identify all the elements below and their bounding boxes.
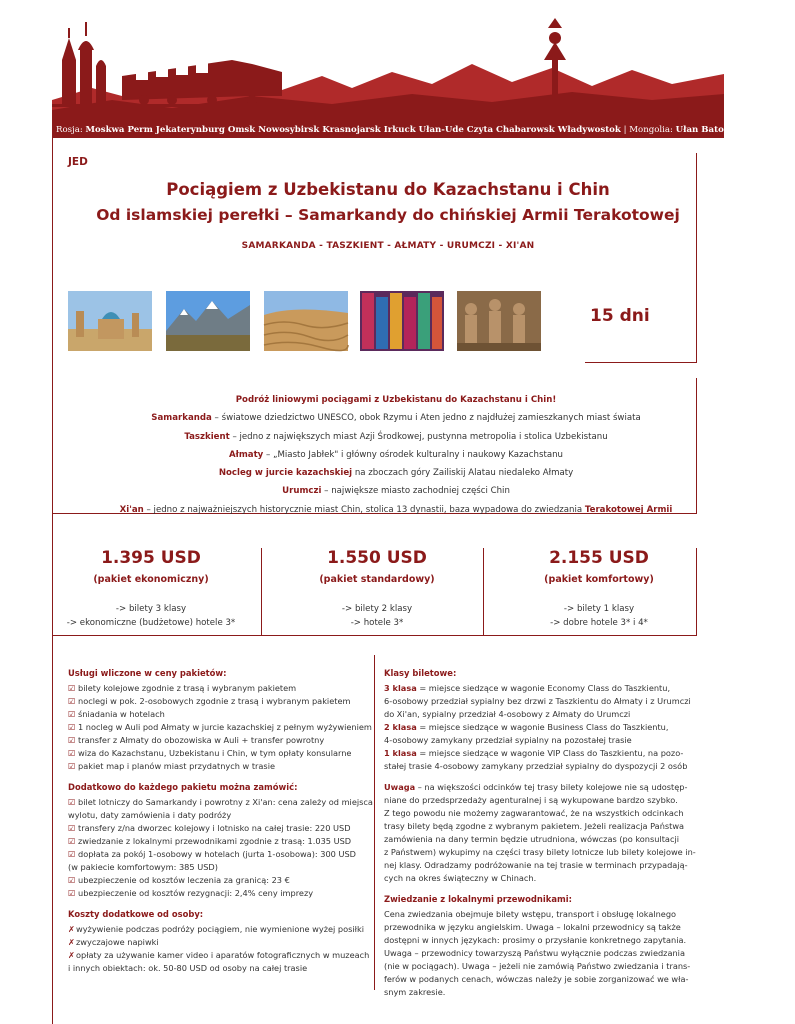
guides-line: (nie w pociągach). Uwaga – jeżeli nie zamówią Państwo zwiedzania i trans- xyxy=(384,961,691,971)
price-line: -> ekonomiczne (budżetowe) hotele 3* xyxy=(66,618,236,628)
checkbox-icon: ☑ xyxy=(68,836,76,846)
highlight-segment: Ałmaty xyxy=(228,449,264,460)
guides-line: snym zakresie. xyxy=(384,987,446,997)
optional-heading: Dodatkowo do każdego pakietu można zamówić: xyxy=(68,782,298,792)
checkbox-icon: ☑ xyxy=(68,722,76,732)
class-line xyxy=(384,695,691,708)
photo-mountains xyxy=(166,291,250,351)
item-text: opłaty za używanie kamer video i aparatów fotograficznych w muzeach xyxy=(76,950,370,960)
highlight-segment: na zboczach góry Zailiskij Alatau niedaleko Ałmaty xyxy=(352,468,574,479)
photo-samarkand xyxy=(68,291,152,351)
item-text: nej klasy. Odradzamy podróżowanie na tej trasie w terminach przypadają- xyxy=(384,860,688,870)
item-text: = miejsce siedzące w wagonie VIP Class do Taszkientu, na pozo- xyxy=(416,748,684,758)
included-item xyxy=(68,708,368,721)
included-heading: Usługi wliczone w ceny pakietów: xyxy=(68,668,227,678)
highlight-line xyxy=(68,409,724,427)
warning-label: Uwaga xyxy=(384,782,416,792)
guides-note xyxy=(384,908,691,999)
item-text: trasy bilety będą zgodne z wybranym pakietem. Jeżeli realizacja Państwa xyxy=(384,821,685,831)
highlight-segment: – światowe dziedzictwo UNESCO, obok Rzymu i Aten jedno z najdłużej zamieszkanych miast świata xyxy=(211,413,641,424)
guides-line: Cena zwiedzania obejmuje bilety wstępu, transport i obsługę lokalnego xyxy=(384,909,677,919)
price-line: -> bilety 3 klasy xyxy=(115,604,187,614)
warning-line xyxy=(384,859,688,872)
checkbox-icon: ☑ xyxy=(68,849,76,859)
optional-item xyxy=(68,861,368,874)
route-bar xyxy=(52,122,795,138)
price-package: (pakiet ekonomiczny) xyxy=(93,574,209,585)
optional-item xyxy=(68,835,368,848)
highlight-line xyxy=(68,501,724,519)
price-line: -> bilety 1 klasy xyxy=(563,604,635,614)
header-illustration xyxy=(52,0,724,122)
item-text: = miejsce siedzące w wagonie Economy Class do Taszkientu, xyxy=(416,683,671,693)
price-package: (pakiet standardowy) xyxy=(319,574,435,585)
price-comfort xyxy=(488,548,710,628)
optional-list xyxy=(68,796,373,900)
optional-item xyxy=(68,874,368,887)
optional-item xyxy=(68,822,368,835)
price-line: -> hotele 3* xyxy=(350,618,404,628)
highlight-segment: Taszkient xyxy=(184,431,230,442)
page-subtitle: Od islamskiej perełki – Samarkandy do chińskiej Armii Terakotowej xyxy=(96,206,680,224)
item-text: i innych obiektach: ok. 50-80 USD od osoby na całej trasie xyxy=(68,963,308,973)
optional-item xyxy=(68,887,368,900)
left-column xyxy=(68,667,373,975)
checkbox-icon: ☑ xyxy=(68,683,76,693)
class-label: 3 klasa xyxy=(384,683,417,693)
warning-note xyxy=(384,781,696,885)
trip-highlights xyxy=(68,391,724,519)
item-text: zamówienia na dany termin będzie utrudniona, wówczas (po konsultacji xyxy=(384,834,679,844)
cross-icon: ✗ xyxy=(68,950,75,960)
highlight-segment: Terakotowej Armii xyxy=(584,504,673,515)
class-line xyxy=(384,734,684,747)
item-text: wylotu, daty zamówienia i daty podróży xyxy=(68,810,232,820)
highlight-segment: Nocleg w jurcie kazachskiej xyxy=(218,468,353,479)
cost-item xyxy=(68,936,368,949)
warning-line xyxy=(384,833,684,846)
item-text: cych na okres świąteczny w Chinach. xyxy=(384,873,537,883)
item-text: ubezpieczenie od kosztów rezygnacji: 2,4% ceny imprezy xyxy=(78,888,314,898)
page-title: Pociągiem z Uzbekistanu do Kazachstanu i Chin xyxy=(166,180,610,199)
included-item xyxy=(68,734,368,747)
trip-code: JED xyxy=(68,156,88,168)
route-bar-segment: | Mongolia: xyxy=(620,125,676,135)
item-text: wiza do Kazachstanu, Uzbekistanu i Chin, w tym opłaty konsularne xyxy=(78,748,352,758)
frame-line-columns xyxy=(374,655,375,990)
photo-textiles xyxy=(360,291,444,351)
highlight-segment: – jedno z najważniejszych historycznie miast Chin, stolica 13 dynastii, baza wypadowa do zwiedzania xyxy=(143,504,585,515)
item-text: 6-osobowy przedział sypialny bez drzwi z Taszkientu do Ałmaty i z Urumczi xyxy=(384,696,691,706)
checkbox-icon: ☑ xyxy=(68,875,76,885)
cross-icon: ✗ xyxy=(68,937,75,947)
class-line xyxy=(384,721,684,734)
highlight-segment: Podróż liniowymi pociągami z Uzbekistanu do Kazachstanu i Chin! xyxy=(235,395,557,405)
costs-list xyxy=(68,923,368,975)
price-package: (pakiet komfortowy) xyxy=(544,574,654,585)
checkbox-icon: ☑ xyxy=(68,888,76,898)
item-text: transfery z/na dworzec kolejowy i lotnisko na całej trasie: 220 USD xyxy=(78,823,351,833)
warning-line xyxy=(384,872,684,885)
item-text: (w pakiecie komfortowym: 385 USD) xyxy=(68,862,218,872)
checkbox-icon: ☑ xyxy=(68,748,76,758)
photo-terracotta-army xyxy=(457,291,541,351)
price-economy xyxy=(40,548,262,628)
class-line xyxy=(384,747,684,760)
checkbox-icon: ☑ xyxy=(68,735,76,745)
class-label: 2 klasa xyxy=(384,722,417,732)
route-bar-segment: | Chiny: xyxy=(728,125,768,135)
item-text: dopłata za pokój 1-osobowy w hotelach (jurta 1-osobowa): 300 USD xyxy=(78,849,356,859)
warning-line xyxy=(384,820,684,833)
included-item xyxy=(68,760,368,773)
guides-line: przewodnika w języku angielskim. Uwaga – lokalni przewodnicy są także xyxy=(384,922,681,932)
item-text: do Xi'an, sypialny przedział 4-osobowy z Ałmaty do Urumczi xyxy=(384,709,631,719)
highlight-segment: – jedno z największych miast Azji Środkowej, pustynna metropolia i stolica Uzbekistanu xyxy=(229,431,608,442)
item-text: wyżywienie podczas podróży pociągiem, nie wymienione wyżej posiłki xyxy=(76,924,364,934)
class-line xyxy=(384,682,684,695)
optional-item xyxy=(68,809,368,822)
highlight-segment: – największe miasto zachodniej części Chin xyxy=(321,486,510,497)
highlight-segment: Xi'an xyxy=(119,504,144,515)
included-item xyxy=(68,695,368,708)
item-text: zwyczajowe napiwki xyxy=(76,937,159,947)
price-standard xyxy=(266,548,488,628)
checkbox-icon: ☑ xyxy=(68,696,76,706)
costs-heading: Koszty dodatkowe od osoby: xyxy=(68,909,204,919)
guides-line: ferów w podanych cenach, wówczas należy je sobie zorganizować we wła- xyxy=(384,974,689,984)
included-item xyxy=(68,747,368,760)
classes-list xyxy=(384,682,691,773)
guides-heading: Zwiedzanie z lokalnymi przewodnikami: xyxy=(384,894,572,904)
optional-item xyxy=(68,848,368,861)
highlight-segment: Urumczi xyxy=(282,486,322,497)
item-text: pakiet map i planów miast przydatnych w trasie xyxy=(78,761,276,771)
trip-duration: 15 dni xyxy=(590,306,650,326)
cost-item xyxy=(68,923,368,936)
highlight-line xyxy=(68,391,724,409)
warning-line xyxy=(384,846,696,859)
class-line xyxy=(384,760,688,773)
class-line xyxy=(384,708,684,721)
cost-item xyxy=(68,962,368,975)
optional-item xyxy=(68,796,373,809)
item-text: ubezpieczenie od kosztów leczenia za granicą: 23 € xyxy=(78,875,290,885)
item-text: niane do przedsprzedaży agenturalnej i są wykupowane bardzo szybko. xyxy=(384,795,678,805)
warning-line xyxy=(384,807,684,820)
trip-route: SAMARKANDA - TASZKIENT - AŁMATY - URUMCZI - XI'AN xyxy=(241,241,535,251)
highlight-line xyxy=(68,446,724,464)
cost-item xyxy=(68,949,368,962)
price-line: -> bilety 2 klasy xyxy=(341,604,413,614)
frame-line-price-3-bottom xyxy=(484,635,697,636)
item-text: transfer z Ałmaty do obozowiska w Auli + transfer powrotny xyxy=(78,735,325,745)
item-text: z Państwem) wykupimy na części trasy bilety lotnicze lub bilety kolejowe in- xyxy=(384,847,696,857)
frame-line-price-2-bottom xyxy=(262,635,484,636)
route-bar-segment: Pekin xyxy=(767,125,795,135)
price-amount: 2.155 USD xyxy=(549,548,649,568)
price-amount: 1.395 USD xyxy=(101,548,201,568)
item-text: bilety kolejowe zgodnie z trasą i wybranym pakietem xyxy=(78,683,297,693)
checkbox-icon: ☑ xyxy=(68,797,76,807)
included-list xyxy=(68,682,372,773)
item-text: – na większości odcinków tej trasy bilety kolejowe nie są udostęp- xyxy=(415,782,688,792)
item-text: śniadania w hotelach xyxy=(78,709,165,719)
price-amount: 1.550 USD xyxy=(327,548,427,568)
item-text: 1 nocleg w Auli pod Ałmaty w jurcie kazachskiej z pełnym wyżywieniem xyxy=(78,722,372,732)
classes-heading: Klasy biletowe: xyxy=(384,668,457,678)
checkbox-icon: ☑ xyxy=(68,823,76,833)
item-text: 4-osobowy zamykany przedział sypialny na pozostałej trasie xyxy=(384,735,632,745)
checkbox-icon: ☑ xyxy=(68,761,76,771)
frame-line-photos xyxy=(585,362,697,363)
included-item xyxy=(68,721,372,734)
class-label: 1 klasa xyxy=(384,748,417,758)
warning-line xyxy=(384,781,688,794)
item-text: zwiedzanie z lokalnymi przewodnikami zgodnie z trasą: 1.035 USD xyxy=(78,836,352,846)
price-line: -> dobre hotele 3* i 4* xyxy=(550,618,648,628)
highlight-line xyxy=(68,482,724,500)
item-text: noclegi w pok. 2-osobowych zgodnie z trasą i wybranym pakietem xyxy=(78,696,351,706)
route-bar-segment: Moskwa Perm Jekaterynburg Omsk Nowosybirsk Krasnojarsk Irkuck Ułan-Ude Czyta Chabarowsk Władywostok xyxy=(85,125,621,135)
photo-desert xyxy=(264,291,348,351)
guides-line: Uwaga – przewodnicy towarzyszą Państwu wyłącznie podczas zwiedzania xyxy=(384,948,685,958)
warning-line xyxy=(384,794,684,807)
highlight-line xyxy=(68,464,724,482)
item-text: bilet lotniczy do Samarkandy i powrotny z Xi'an: cena zależy od miejsca xyxy=(78,797,373,807)
frame-line-price-1-bottom xyxy=(52,635,262,636)
checkbox-icon: ☑ xyxy=(68,709,76,719)
highlight-line xyxy=(68,428,724,446)
highlight-segment: Samarkanda xyxy=(151,413,212,424)
right-column xyxy=(384,667,696,999)
guides-line: dostępni w innych językach: prosimy o przysłanie konkretnego zapytania. xyxy=(384,935,687,945)
route-bar-segment: Ułan Bator xyxy=(675,125,729,135)
item-text: stałej trasie 4-osobowy zamykany przedział sypialny do dyspozycji 2 osób xyxy=(384,761,688,771)
item-text: Z tego powodu nie możemy zagwarantować, że na wszystkich odcinkach xyxy=(384,808,684,818)
cross-icon: ✗ xyxy=(68,924,75,934)
highlight-segment: – „Miasto Jabłek" i główny ośrodek kulturalny i naukowy Kazachstanu xyxy=(263,449,563,460)
item-text: = miejsce siedzące w wagonie Business Class do Taszkientu, xyxy=(416,722,669,732)
included-item xyxy=(68,682,368,695)
route-bar-segment: Rosja: xyxy=(56,125,86,135)
